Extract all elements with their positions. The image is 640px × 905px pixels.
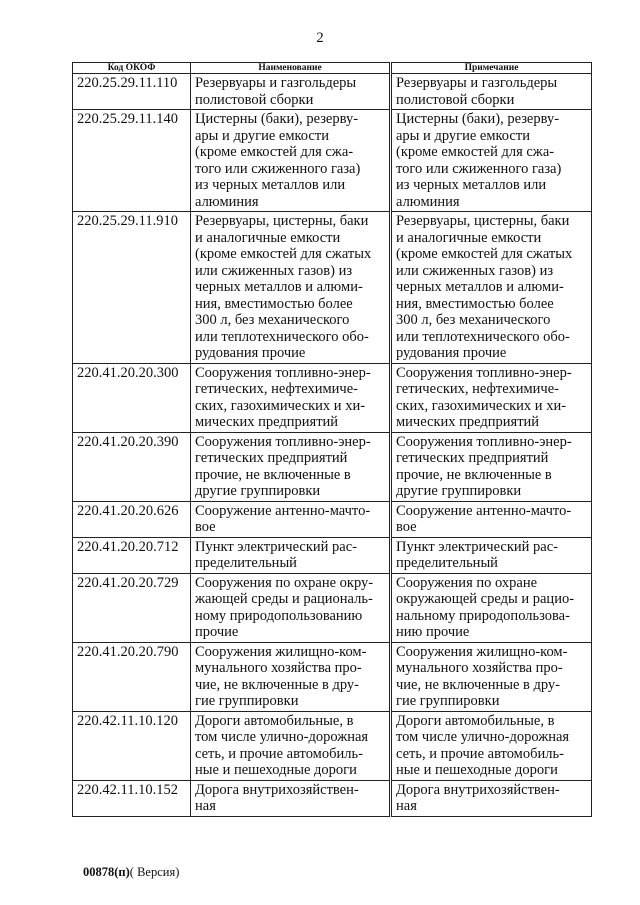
- cell-name: [191, 432, 391, 501]
- cell-name-line: алюминия: [195, 193, 259, 210]
- cell-code: 220.41.20.20.626: [73, 501, 191, 537]
- cell-note-line: прочие, не включенные в: [396, 466, 552, 483]
- cell-note-line: (кроме емкостей для сжа-: [396, 144, 555, 160]
- cell-note-line: мунального хозяйства про-: [396, 660, 563, 676]
- cell-name-line: жающей среды и рациональ-: [195, 591, 373, 607]
- table-header-row: [73, 63, 592, 74]
- header-note: Примечание: [391, 63, 592, 74]
- cell-note-line: нальному природопользова-: [396, 607, 570, 624]
- table-row: [73, 363, 592, 432]
- cell-name-line: (кроме емкостей для сжа-: [195, 144, 354, 160]
- cell-name-line: Сооружения жилищно-ком-: [195, 643, 367, 660]
- cell-name: [191, 212, 391, 364]
- cell-note-line: Дорога внутрихозяйствен-: [396, 781, 560, 798]
- cell-name-line: ная: [195, 798, 216, 814]
- cell-name: [191, 501, 391, 537]
- cell-note-line: 300 л, без механического: [396, 312, 551, 328]
- cell-note-line: гетических предприятий: [396, 450, 549, 466]
- cell-note-line: гетических, нефтехимиче-: [396, 381, 559, 397]
- table-row: [73, 432, 592, 501]
- cell-note-line: и аналогичные емкости: [396, 229, 542, 246]
- table-row: [73, 573, 592, 642]
- cell-name-line: гетических, нефтехимиче-: [195, 381, 358, 397]
- cell-name: [191, 780, 391, 816]
- cell-note-line: мических предприятий: [396, 414, 540, 430]
- cell-name-line: мунального хозяйства про-: [195, 660, 362, 676]
- cell-name-line: том числе улично-дорожная: [195, 729, 369, 745]
- cell-note: [391, 74, 592, 110]
- cell-name-line: Сооружения топливно-энер-: [195, 364, 371, 381]
- cell-name-line: Сооружения по охране окру-: [195, 574, 374, 591]
- table-row: [73, 212, 592, 364]
- cell-note-line: полистовой сборки: [396, 91, 515, 108]
- cell-code: 220.41.20.20.790: [73, 642, 191, 711]
- cell-note-line: вое: [396, 519, 417, 535]
- table-row: [73, 711, 592, 780]
- table-row: [73, 537, 592, 573]
- footer-doc-code: 00878(п): [83, 865, 130, 879]
- cell-name-line: гие группировки: [195, 693, 299, 709]
- cell-name-line: Цистерны (баки), резерву-: [195, 111, 359, 127]
- cell-name-line: или сжиженных газов) из: [195, 262, 353, 279]
- cell-note-line: алюминия: [396, 193, 460, 210]
- cell-name: [191, 110, 391, 212]
- cell-code: 220.41.20.20.712: [73, 537, 191, 573]
- table-row: [73, 780, 592, 816]
- cell-code: 220.42.11.10.120: [73, 711, 191, 780]
- cell-name-line: полистовой сборки: [195, 91, 314, 108]
- cell-note: [391, 110, 592, 212]
- table-row: [73, 501, 592, 537]
- cell-name-line: ских, газохимических и хи-: [195, 397, 366, 414]
- footer: [83, 865, 179, 880]
- cell-note: [391, 537, 592, 573]
- cell-note: [391, 573, 592, 642]
- page-number: 2: [316, 30, 324, 46]
- cell-note-line: пределительный: [396, 555, 498, 571]
- cell-note: [391, 780, 592, 816]
- cell-note-line: Сооружение антенно-мачто-: [396, 502, 572, 519]
- cell-code: 220.25.29.11.910: [73, 212, 191, 364]
- cell-name: [191, 711, 391, 780]
- cell-note-line: чие, не включенные в дру-: [396, 676, 561, 693]
- cell-name: [191, 642, 391, 711]
- cell-name-line: 300 л, без механического: [195, 312, 350, 328]
- cell-name-line: и аналогичные емкости: [195, 229, 341, 246]
- cell-name-line: вое: [195, 519, 216, 535]
- cell-name-line: Дорога внутрихозяйствен-: [195, 781, 359, 798]
- cell-note-line: другие группировки: [396, 483, 522, 499]
- cell-note-line: ные и пешеходные дороги: [396, 762, 558, 778]
- cell-name-line: ары и другие емкости: [195, 127, 329, 144]
- cell-code: 220.41.20.20.390: [73, 432, 191, 501]
- cell-note-line: ная: [396, 798, 417, 814]
- cell-note-line: или сжиженных газов) из: [396, 262, 554, 279]
- cell-note-line: из черных металлов или: [396, 177, 547, 193]
- cell-name-line: Резервуары и газгольдеры: [195, 75, 357, 91]
- cell-name-line: ные и пешеходные дороги: [195, 762, 357, 778]
- cell-note-line: гие группировки: [396, 693, 500, 709]
- cell-name-line: того или сжиженного газа): [195, 160, 361, 177]
- cell-note-line: том числе улично-дорожная: [396, 729, 570, 745]
- cell-name-line: ния, вместимостью более: [195, 295, 353, 312]
- cell-name-line: мических предприятий: [195, 414, 339, 430]
- cell-code: 220.42.11.10.152: [73, 780, 191, 816]
- cell-name-line: или теплотехнического обо-: [195, 328, 369, 345]
- cell-note-line: Пункт электрический рас-: [396, 538, 558, 555]
- cell-note: [391, 212, 592, 364]
- cell-name: [191, 74, 391, 110]
- cell-name-line: чие, не включенные в дру-: [195, 676, 360, 693]
- cell-code: 220.25.29.11.110: [73, 74, 191, 110]
- cell-note-line: сеть, и прочие автомобиль-: [396, 745, 564, 762]
- cell-note-line: рудования прочие: [396, 345, 507, 361]
- table-body: [73, 74, 592, 817]
- cell-name-line: Дороги автомобильные, в: [195, 712, 354, 729]
- cell-name-line: Сооружение антенно-мачто-: [195, 502, 371, 519]
- cell-note-line: ния, вместимостью более: [396, 295, 554, 312]
- cell-name: [191, 573, 391, 642]
- cell-note-line: Резервуары, цистерны, баки: [396, 213, 570, 229]
- cell-name: [191, 537, 391, 573]
- cell-note-line: Сооружения по охране: [396, 574, 538, 591]
- cell-note-line: окружающей среды и рацио-: [396, 591, 575, 607]
- cell-name-line: прочие: [195, 624, 239, 640]
- cell-note-line: Резервуары и газгольдеры: [396, 75, 558, 91]
- header-name: Наименование: [191, 63, 391, 74]
- cell-note-line: Сооружения топливно-энер-: [396, 433, 572, 450]
- cell-note-line: Дороги автомобильные, в: [396, 712, 555, 729]
- cell-name-line: сеть, и прочие автомобиль-: [195, 745, 363, 762]
- footer-version: ( Версия): [129, 865, 180, 879]
- cell-note-line: черных металлов и алюми-: [396, 279, 564, 295]
- cell-name-line: (кроме емкостей для сжатых: [195, 246, 372, 262]
- cell-name-line: пределительный: [195, 555, 297, 571]
- cell-note: [391, 711, 592, 780]
- cell-name-line: Пункт электрический рас-: [195, 538, 357, 555]
- cell-note-line: нию прочие: [396, 624, 470, 640]
- cell-name-line: черных металлов и алюми-: [195, 279, 363, 295]
- table-row: [73, 74, 592, 110]
- cell-name-line: гетических предприятий: [195, 450, 348, 466]
- cell-note-line: ских, газохимических и хи-: [396, 397, 567, 414]
- table-row: [73, 642, 592, 711]
- okof-table: [72, 62, 592, 817]
- cell-name-line: ному природопользованию: [195, 607, 363, 624]
- cell-name-line: рудования прочие: [195, 345, 306, 361]
- cell-name: [191, 363, 391, 432]
- cell-name-line: другие группировки: [195, 483, 321, 499]
- header-code: Код ОКОФ: [73, 63, 191, 74]
- cell-note-line: или теплотехнического обо-: [396, 328, 570, 345]
- cell-note-line: ары и другие емкости: [396, 127, 530, 144]
- cell-code: 220.41.20.20.300: [73, 363, 191, 432]
- cell-note: [391, 363, 592, 432]
- cell-note-line: Цистерны (баки), резерву-: [396, 111, 560, 127]
- cell-note-line: Сооружения жилищно-ком-: [396, 643, 568, 660]
- cell-name-line: Сооружения топливно-энер-: [195, 433, 371, 450]
- cell-code: 220.25.29.11.140: [73, 110, 191, 212]
- cell-note: [391, 432, 592, 501]
- cell-note-line: Сооружения топливно-энер-: [396, 364, 572, 381]
- cell-name-line: из черных металлов или: [195, 177, 346, 193]
- cell-name-line: Резервуары, цистерны, баки: [195, 213, 369, 229]
- cell-note-line: того или сжиженного газа): [396, 160, 562, 177]
- cell-name-line: прочие, не включенные в: [195, 466, 351, 483]
- table-row: [73, 110, 592, 212]
- cell-note: [391, 642, 592, 711]
- cell-code: 220.41.20.20.729: [73, 573, 191, 642]
- cell-note: [391, 501, 592, 537]
- cell-note-line: (кроме емкостей для сжатых: [396, 246, 573, 262]
